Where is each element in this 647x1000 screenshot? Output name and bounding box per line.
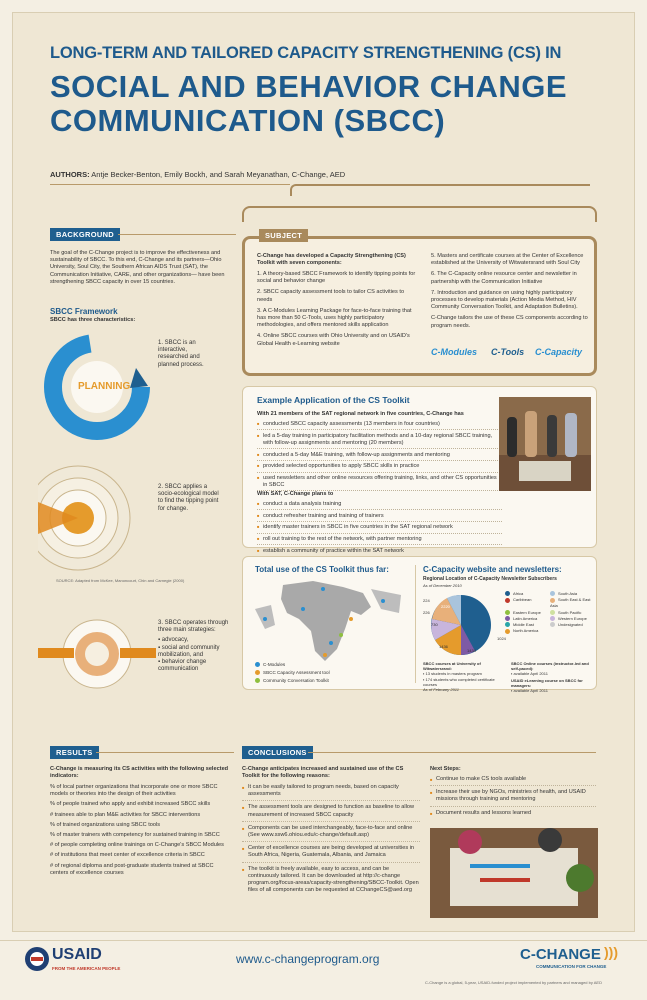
next-steps-list xyxy=(430,776,596,818)
online-course-item: ▪ available April 2011 xyxy=(511,671,548,677)
socio-ecological-diagram xyxy=(38,462,156,574)
legend-dot-icon xyxy=(550,598,555,603)
subject-left-list xyxy=(257,271,417,348)
photo-person xyxy=(458,830,482,854)
example-plans-list xyxy=(257,500,502,559)
results-heading: RESULTS xyxy=(50,746,99,759)
legend-item: Eastern Europe xyxy=(505,610,550,616)
legend-item: Middle East xyxy=(505,622,550,628)
title-bracket xyxy=(290,184,590,196)
legend-dot-icon xyxy=(255,662,260,667)
results-lead: C-Change is measuring its CS activities with the following selected indicators: xyxy=(50,766,229,780)
background-text: The goal of the C-Change project is to improve the effectiveness and sustainability of SBCC. To this end, C-Change and its partners—Ohio University, Soul City, the Southern African AIDS Trust (SAT), the Communication Initiative, CARE, and other organizations— have been strengthening SBCC capacity in over 15 countries. xyxy=(50,250,225,285)
map-marker xyxy=(339,633,343,637)
subject-top-bracket xyxy=(242,206,597,222)
results-rule xyxy=(96,752,234,753)
pie-label: 1436 xyxy=(439,644,448,649)
framework-subtitle: SBCC has three characteristics: xyxy=(50,317,136,323)
example-has-item: ■ provided selected opportunities to apply SBCC skills in practice xyxy=(257,462,502,472)
usaid-seal-icon xyxy=(24,946,50,972)
planning-cycle-arrow xyxy=(130,368,148,388)
legend-dot-icon xyxy=(550,591,555,596)
results-item: % of trained organizations using SBCC tools xyxy=(50,821,161,828)
framework-item-1: 1. SBCC is an interactive, researched and planned process. xyxy=(158,340,204,368)
ccapacity-title: C-Capacity website and newsletters: xyxy=(423,565,562,574)
legend-dot-icon xyxy=(550,610,555,615)
subject-item-2: 2. SBCC capacity assessment tools to tailor CS activities to needs xyxy=(257,289,405,303)
photo-marker-line xyxy=(470,864,530,868)
footer-url-link[interactable]: www.c-changeprogram.org xyxy=(236,952,380,966)
conclusions-lead: C-Change anticipates increased and sustained use of the CS Toolkit for the following reasons: xyxy=(242,766,404,780)
wits-course-item: ▪ 13 students in masters program xyxy=(423,671,482,677)
elearn-title: USAID eLearning course on SBCC for managers: xyxy=(511,677,583,688)
cchange-wordmark: C-CHANGE xyxy=(520,946,601,963)
conclusion-item: ■ It can be easily tailored to program needs, based on capacity assessments xyxy=(242,784,420,801)
conclusion-item: ■ Center of excellence courses are being developed at universities in South Africa, Nigeria, Guatemala, Albania, and Jamaica xyxy=(242,845,420,862)
training-photo xyxy=(499,397,591,491)
elearn-item: ▪ available April 2011 xyxy=(511,688,548,694)
poster-title-line3: COMMUNICATION (SBCC) xyxy=(50,103,446,138)
results-list xyxy=(50,784,232,877)
usage-divider xyxy=(415,565,416,683)
cchange-tagline: COMMUNICATION FOR CHANGE xyxy=(536,964,607,969)
seal-band xyxy=(31,957,43,961)
wits-course-item: ▪ 174 students who completed certificate courses xyxy=(423,676,495,687)
pie-label: 226 xyxy=(423,610,430,615)
strategy-arrow-left xyxy=(38,648,74,658)
pie-label: 1434 xyxy=(467,648,476,653)
photo-person xyxy=(525,411,537,457)
ccapacity-legend-grid xyxy=(505,591,595,634)
example-plan-item: ■ establish a community of practice within the SAT network xyxy=(257,547,502,557)
legend-item: Western Europe xyxy=(550,616,595,622)
strategy-3: ▪ behavior change communication xyxy=(158,659,207,673)
wits-courses xyxy=(423,661,507,692)
c-modules-logo: C-Modules xyxy=(431,347,477,357)
conclusion-item: ■ The toolkit is freely available, easy to access, and can be continuously tailored. It can be downloaded at http://c-change program.org/focus-areas/capacity-strengthening/SBCC-Toolkit. Open files of all components can be requested at CChangeCS@aed.org xyxy=(242,866,420,895)
framework-item-2: 2. SBCC applies a socio-ecological model to find the tipping point for change. xyxy=(158,484,219,512)
framework-item-3-text: 3. SBCC operates through three main strategies: xyxy=(158,620,229,634)
photo-paper xyxy=(450,848,578,906)
conclusions-list xyxy=(242,784,420,896)
poster-title-line1: LONG-TERM AND TAILORED CAPACITY STRENGTHENING (CS) IN xyxy=(50,44,562,62)
strategy-arrow-right xyxy=(120,648,156,658)
footer-rule xyxy=(0,940,647,941)
example-lead: With 21 members of the SAT regional network in five countries, C-Change has xyxy=(257,411,464,417)
pie-label: 2220 xyxy=(441,604,450,609)
wits-courses-note: As of February 2011 xyxy=(423,687,459,693)
online-courses xyxy=(511,661,595,693)
conclusions-rule xyxy=(308,752,596,753)
legend-dot-icon xyxy=(255,678,260,683)
map-marker xyxy=(323,653,327,657)
pie-label: 730 xyxy=(431,622,438,627)
photo-paper xyxy=(519,461,571,481)
strategy-1: ▪ advocacy, xyxy=(158,637,189,644)
map-marker xyxy=(301,607,305,611)
photo-person xyxy=(507,417,517,457)
subject-panel xyxy=(242,231,597,376)
authors-names: Antje Becker-Benton, Emily Bockh, and Sarah Meyanathan, C-Change, AED xyxy=(91,170,346,179)
asia-shape xyxy=(371,589,401,613)
strategy-ring-core xyxy=(85,642,109,666)
poster-title-main xyxy=(50,70,610,138)
photo-person xyxy=(547,415,557,457)
example-has-list xyxy=(257,420,502,493)
strategy-2: ▪ social and community mobilization, and xyxy=(158,644,220,658)
legend-dot-icon xyxy=(550,616,555,621)
legend-item: Latin America xyxy=(505,616,550,622)
legend-item: Caribbean xyxy=(505,597,550,609)
results-item: # of people completing online trainings on C-Change's SBCC Modules xyxy=(50,842,224,849)
eco-source-note: SOURCE: Adapted from McKee, Manoncourt, Chin and Carnegie (2000) xyxy=(56,578,185,583)
results-item: % of local partner organizations that incorporate one or more SBCC models or theories into the design of their activities xyxy=(50,784,218,798)
title-divider xyxy=(50,184,290,185)
photo-person xyxy=(566,864,594,892)
background-rule xyxy=(118,234,236,235)
map-marker xyxy=(263,617,267,621)
usaid-wordmark: USAID xyxy=(52,946,102,963)
next-steps-title: Next Steps: xyxy=(430,766,461,772)
results-item: % of master trainers with competency for sustained training in SBCC xyxy=(50,832,220,839)
usage-panel xyxy=(242,556,597,694)
usage-legend-item: Community Conversation Toolkit xyxy=(255,677,330,685)
legend-dot-icon xyxy=(550,622,555,627)
results-item: # of regional diploma and post-graduate students trained at SBCC centers of excellence courses xyxy=(50,862,214,876)
subject-intro: C-Change has developed a Capacity Strengthening (CS) Toolkit with seven components: xyxy=(257,253,406,267)
usage-legend-item: SBCC Capacity Assessment tool xyxy=(255,669,330,677)
next-step-item: ■ Continue to make CS tools available xyxy=(430,776,596,786)
legend-item: South Asia xyxy=(550,591,595,597)
background-heading: BACKGROUND xyxy=(50,228,120,241)
subject-item-4: 4. Online SBCC courses with Ohio University and on USAID's Global Health e-Learning website xyxy=(257,333,410,347)
c-tools-logo: C-Tools xyxy=(491,347,525,357)
ccapacity-asof: As of December 2010 xyxy=(423,583,462,588)
legend-item: South Pacific xyxy=(550,610,595,616)
example-panel xyxy=(242,386,597,554)
photo-marker-line xyxy=(480,878,530,882)
subject-heading: SUBJECT xyxy=(259,229,308,242)
subject-closing: C-Change tailors the use of these CS components according to program needs. xyxy=(431,315,588,329)
legend-dot-icon xyxy=(505,591,510,596)
example-plans-lead: With SAT, C-Change plans to xyxy=(257,491,334,497)
subject-item-5: 5. Masters and certificate courses at the Center of Excellence established at the University of Witwatersrand with Soul City xyxy=(431,253,584,267)
example-plan-item: ■ identify master trainers in SBCC in five countries in the SAT regional network xyxy=(257,523,502,533)
wits-courses-title: SBCC courses at University of Witwatersrand: xyxy=(423,661,481,672)
ccapacity-subtitle: Regional Location of C-Capacity Newsletter Subscribers xyxy=(423,576,557,582)
example-plan-item: ■ roll out training to the rest of the network, with partner mentoring xyxy=(257,535,502,545)
example-has-item: ■ conducted SBCC capacity assessments (13 members in four countries) xyxy=(257,420,502,430)
conclusions-heading: CONCLUSIONS xyxy=(242,746,313,759)
footer-note: C-Change is a global, 5-year, USAID-funded project implemented by partners and managed by AED xyxy=(425,980,602,985)
framework-item-3 xyxy=(158,620,230,673)
results-item: % of people trained who apply and exhibit increased SBCC skills xyxy=(50,801,211,808)
legend-dot-icon xyxy=(505,629,510,634)
c-capacity-logo: C-Capacity xyxy=(535,347,583,357)
legend-item: Undesignated xyxy=(550,622,595,628)
authors-line xyxy=(50,170,345,179)
pie-label: 224 xyxy=(423,598,430,603)
conclusion-item: ■ Components can be used interchangeably, face-to-face and online (See www.ssw6.ohiou.edu/c-change/default.asp) xyxy=(242,825,420,842)
next-step-item: ■ Document results and lessons learned xyxy=(430,810,596,817)
legend-dot-icon xyxy=(255,670,260,675)
usage-map xyxy=(253,579,403,665)
africa-shape xyxy=(281,581,371,661)
legend-item: South East & East Asia xyxy=(550,597,591,609)
strategies-diagram xyxy=(38,618,156,690)
subject-right-list xyxy=(431,253,589,330)
cchange-waves-icon: ))) xyxy=(604,944,618,960)
usage-legend xyxy=(255,661,330,685)
legend-item: Africa xyxy=(505,591,550,597)
example-plan-item: ■ conduct refresher training and training of trainers xyxy=(257,512,502,522)
results-item: # of institutions that meet center of excellence criteria in SBCC xyxy=(50,852,205,859)
subject-item-3: 3. A C-Modules Learning Package for face-to-face training that has more than 50 C-Tools, uses highly participatory methodologies, and offers mentored skills application xyxy=(257,307,412,329)
subject-item-7: 7. Introduction and guidance on using highly participatory processes to develop materials (Action Media Method, HIV Community Conversation Toolkit, and Adaptation Bulletins). xyxy=(431,289,578,311)
conclusion-item: ■ The assessment tools are designed to function as baseline to allow measurement of increased SBCC capacity xyxy=(242,804,420,821)
photo-person xyxy=(565,413,577,457)
online-courses-title: SBCC Online courses (instructor-led and self-paced): xyxy=(511,661,589,672)
example-has-item: ■ used newsletters and other online resources offering training, links, and other CS opportunities in SBCC xyxy=(257,474,502,491)
example-title: Example Application of the CS Toolkit xyxy=(257,395,410,405)
usage-legend-item: C-Modules xyxy=(255,661,330,669)
map-marker xyxy=(321,587,325,591)
planning-label: PLANNING xyxy=(78,381,131,392)
authors-label: AUTHORS: xyxy=(50,170,90,179)
subject-item-1: 1. A theory-based SBCC Framework to identify tipping points for social and behavior change xyxy=(257,271,416,285)
ccapacity-legend xyxy=(505,591,595,634)
example-has-item: ■ conducted a 5-day M&E training, with follow-up assignments and mentoring xyxy=(257,451,502,461)
legend-item: North America xyxy=(505,628,550,634)
legend-dot-icon xyxy=(505,622,510,627)
framework-title: SBCC Framework xyxy=(50,307,118,316)
photo-person xyxy=(538,828,562,852)
legend-dot-icon xyxy=(505,616,510,621)
legend-dot-icon xyxy=(505,610,510,615)
map-marker xyxy=(381,599,385,603)
example-plan-item: ■ conduct a data analysis training xyxy=(257,500,502,510)
map-marker xyxy=(329,641,333,645)
next-step-item: ■ Increase their use by NGOs, ministries of health, and USAID missions through training and mentoring xyxy=(430,789,596,806)
poster-title-line2: SOCIAL AND BEHAVIOR CHANGE xyxy=(50,69,568,104)
subject-item-6: 6. The C-Capacity online resource center and newsletter in partnership with the Communication Initiative xyxy=(431,271,577,285)
workshop-photo xyxy=(430,828,598,918)
usaid-tagline: FROM THE AMERICAN PEOPLE xyxy=(52,966,121,971)
results-item: # trainees able to plan M&E activities for SBCC interventions xyxy=(50,811,201,818)
legend-dot-icon xyxy=(505,598,510,603)
usage-title: Total use of the CS Toolkit thus far: xyxy=(255,565,389,574)
map-marker xyxy=(349,617,353,621)
pie-label: 1024 xyxy=(497,636,506,641)
example-has-item: ■ led a 5-day training in participatory facilitation methods and a 10-day regional SBCC training, with follow-up assignments and mentoring (20 members) xyxy=(257,432,502,449)
